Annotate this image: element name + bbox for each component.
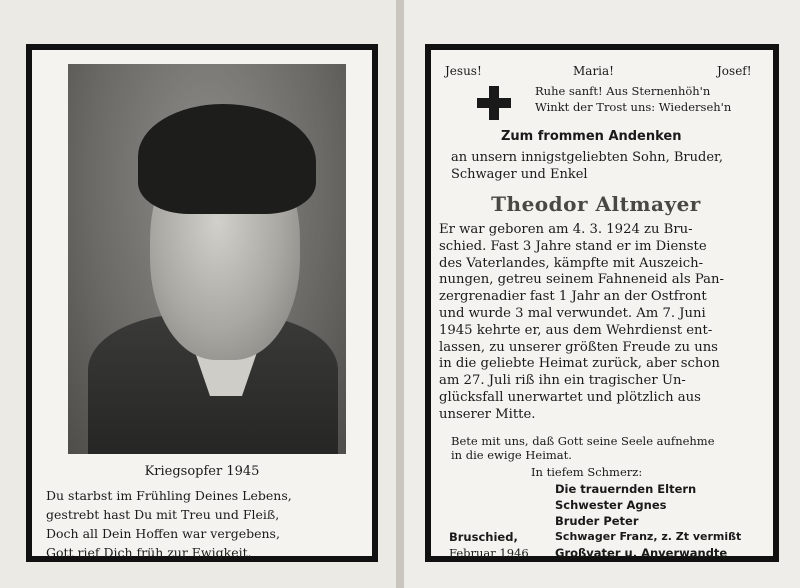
portrait-photo — [68, 64, 346, 454]
prayer-line: in die ewige Heimat. — [451, 448, 572, 462]
bio-line: schied. Fast 3 Jahre stand er im Dienste — [439, 238, 707, 254]
memorial-poem — [46, 486, 292, 562]
mourner-line: Großvater u. Anverwandte — [555, 546, 728, 560]
bio-line: nungen, getreu seinem Fahneneid als Pan- — [439, 272, 724, 288]
right-card-frame — [425, 44, 779, 562]
card-fold — [396, 0, 404, 588]
poem-line: Gott rief Dich früh zur Ewigkeit. — [46, 545, 252, 560]
bio-line: zergrenadier fast 1 Jahr an der Ostfront — [439, 289, 707, 305]
poem-line: Doch all Dein Hoffen war vergebens, — [46, 526, 280, 541]
mourner-line: Bruder Peter — [555, 514, 639, 528]
invocation-maria: Maria! — [573, 64, 614, 78]
bio-line: Er war geboren am 4. 3. 1924 zu Bru- — [439, 222, 693, 237]
portrait-hair — [138, 104, 316, 214]
invocation-josef: Josef! — [717, 64, 752, 78]
bio-line: lassen, zu unserer größten Freude zu uns — [439, 339, 718, 355]
deceased-name: Theodor Altmayer — [491, 192, 701, 216]
mourner-line: Schwager Franz, z. Zt vermißt — [555, 530, 742, 543]
grief-line: In tiefem Schmerz: — [531, 465, 643, 479]
mourner-line: Die trauernden Eltern — [555, 482, 697, 496]
place-name: Bruschied, — [449, 530, 518, 544]
dedication-line: Schwager und Enkel — [451, 167, 588, 182]
bio-line: und wurde 3 mal verwundet. Am 7. Juni — [439, 305, 706, 321]
photo-caption: Kriegsopfer 1945 — [144, 464, 260, 479]
bio-line: des Vaterlandes, kämpfte mit Auszeich- — [439, 255, 704, 271]
bio-line: unserer Mitte. — [439, 406, 536, 422]
cross-icon — [477, 86, 511, 120]
mourner-line: Schwester Agnes — [555, 498, 667, 512]
poem-line: gestrebt hast Du mit Treu und Fleiß, — [46, 507, 280, 522]
invocation-jesus: Jesus! — [445, 64, 482, 78]
bio-line: am 27. Juli riß ihn ein tragischer Un- — [439, 373, 686, 389]
bio-line: in die geliebte Heimat zurück, aber schon — [439, 356, 720, 372]
verse-line: Ruhe sanft! Aus Sternenhöh'n — [535, 84, 711, 98]
poem-line: Du starbst im Frühling Deines Lebens, — [46, 488, 292, 503]
bio-line: glücksfall unerwartet und plötzlich aus — [439, 389, 701, 405]
bio-line: 1945 kehrte er, aus dem Wehrdienst ent- — [439, 322, 713, 338]
memorial-heading: Zum frommen Andenken — [501, 129, 682, 144]
date-line: Februar 1946 — [449, 546, 529, 560]
dedication-line: an unsern innigstgeliebten Sohn, Bruder, — [451, 150, 723, 165]
biography — [439, 222, 765, 424]
prayer-line: Bete mit uns, daß Gott seine Seele aufnehme — [451, 434, 715, 448]
verse-line: Winkt der Trost uns: Wiederseh'n — [535, 100, 732, 114]
left-card-frame — [26, 44, 378, 562]
